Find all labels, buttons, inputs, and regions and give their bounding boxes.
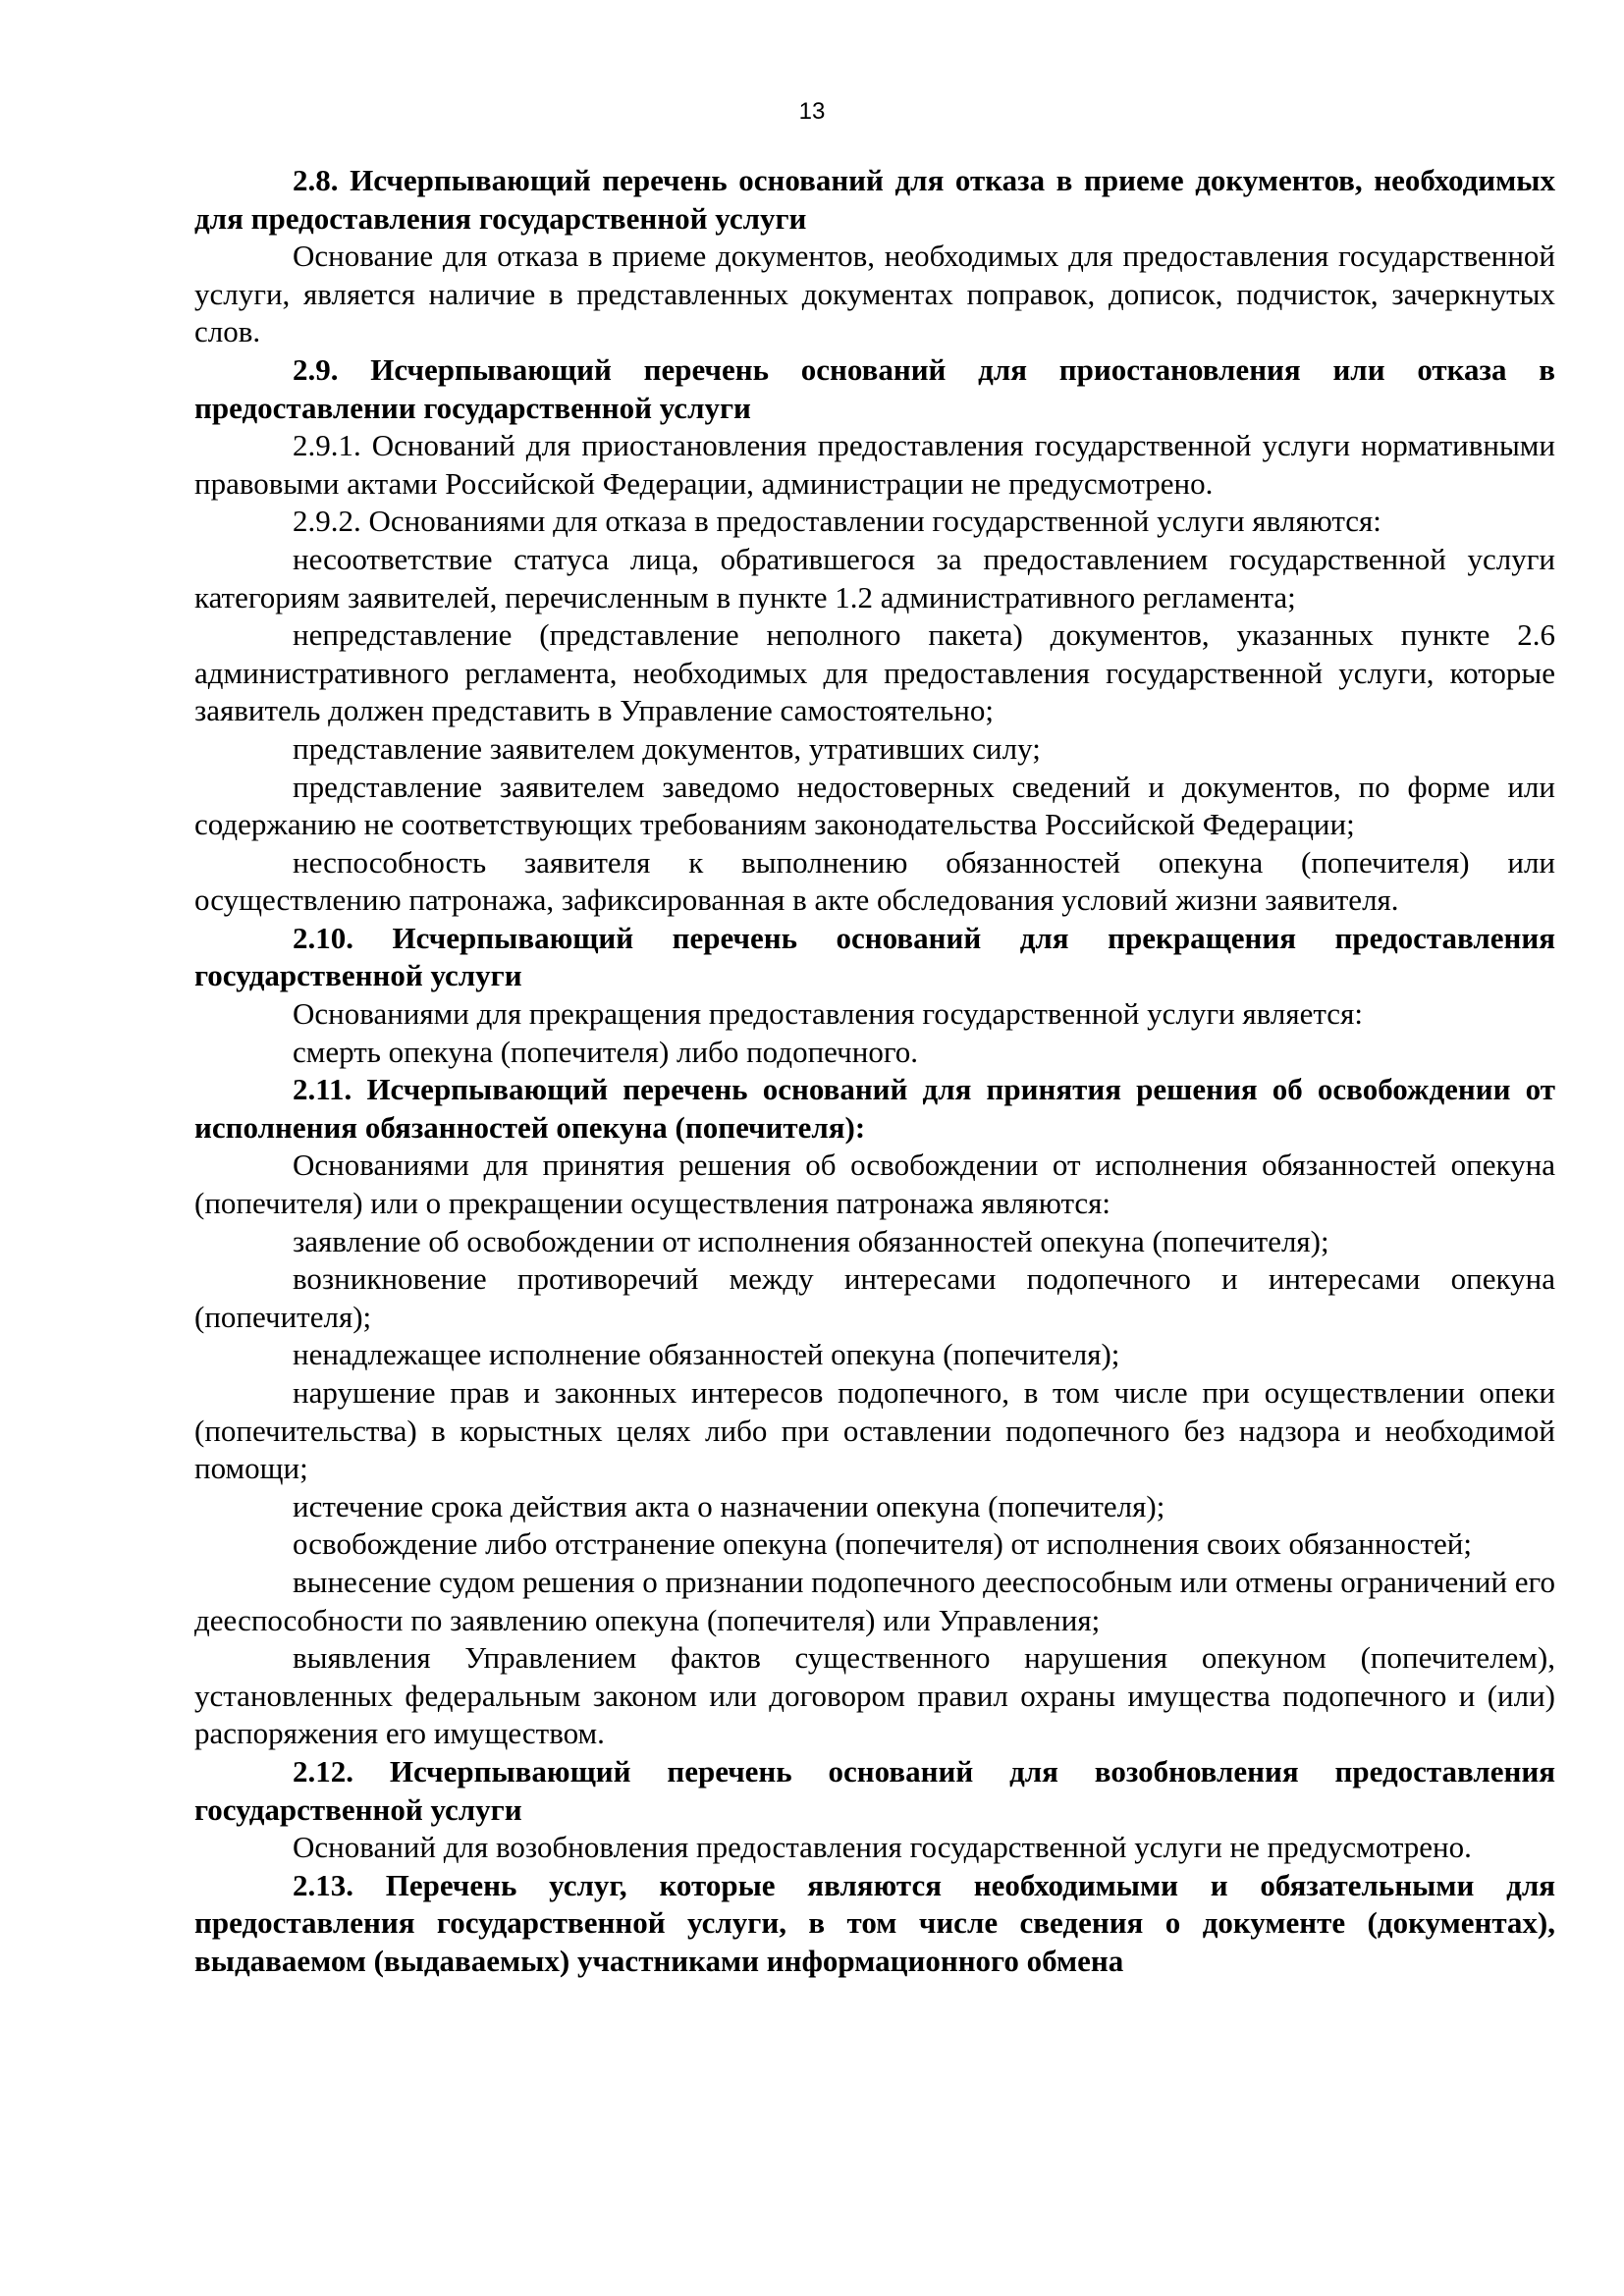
paragraph: Основаниями для прекращения предоставления государственной услуги является: [293, 996, 1363, 1032]
paragraph: представление заявителем документов, утративших силу; [293, 730, 1041, 766]
section-heading: 2.13. Перечень услуг, которые являются необходимыми и обязательными для предоставления государственной услуги, в том числе сведения о документе (документах), выдаваемом (выдаваемых) участниками информационного обмена [194, 1867, 1555, 1978]
paragraph: освобождение либо отстранение опекуна (попечителя) от исполнения своих обязанностей; [293, 1526, 1472, 1562]
page-number: 13 [798, 98, 826, 125]
paragraph: выявления Управлением фактов существенного нарушения опекуном (попечителем), установленных федеральным законом или договором правил охраны имущества подопечного и (или) распоряжения его имуществом. [194, 1640, 1555, 1751]
paragraph: возникновение противоречий между интересами подопечного и интересами опекуна (попечителя); [194, 1261, 1555, 1334]
paragraph: Основание для отказа в приеме документов, необходимых для предоставления государственной услуги, является наличие в представленных документах поправок, дописок, подчисток, зачеркнутых слов. [194, 239, 1555, 349]
paragraph: нарушение прав и законных интересов подопечного, в том числе при осуществлении опеки (попечительства) в корыстных целях либо при оставлении подопечного без надзора и необходимой помощи; [194, 1375, 1555, 1486]
section-heading: 2.11. Исчерпывающий перечень оснований для принятия решения об освобождении от исполнения обязанностей опекуна (попечителя): [194, 1072, 1555, 1145]
paragraph: истечение срока действия акта о назначении опекуна (попечителя); [293, 1488, 1165, 1523]
paragraph: 2.9.2. Основаниями для отказа в предоставлении государственной услуги являются: [293, 504, 1381, 539]
paragraph: 2.9.1. Оснований для приостановления предоставления государственной услуги нормативными правовыми актами Российской Федерации, администрации не предусмотрено. [194, 428, 1555, 501]
paragraph: смерть опекуна (попечителя) либо подопечного. [293, 1034, 919, 1069]
paragraph: Основаниями для принятия решения об освобождении от исполнения обязанностей опекуна (попечителя) или о прекращении осуществления патронажа являются: [194, 1148, 1555, 1221]
paragraph: представление заявителем заведомо недостоверных сведений и документов, по форме или содержанию не соответствующих требованиям законодательства Российской Федерации; [194, 769, 1555, 842]
paragraph: заявление об освобождении от исполнения обязанностей опекуна (попечителя); [293, 1223, 1329, 1258]
paragraph: несоответствие статуса лица, обратившегося за предоставлением государственной услуги категориям заявителей, перечисленным в пункте 1.2 административного регламента; [194, 541, 1555, 614]
section-heading: 2.9. Исчерпывающий перечень оснований для приостановления или отказа в предоставлении государственной услуги [194, 351, 1555, 425]
paragraph: Оснований для возобновления предоставления государственной услуги не предусмотрено. [293, 1830, 1472, 1865]
paragraph: вынесение судом решения о признании подопечного дееспособным или отмены ограничений его дееспособности по заявлению опекуна (попечителя) или Управления; [194, 1564, 1555, 1637]
paragraph: неспособность заявителя к выполнению обязанностей опекуна (попечителя) или осуществлению патронажа, зафиксированная в акте обследования условий жизни заявителя. [194, 844, 1555, 918]
section-heading: 2.12. Исчерпывающий перечень оснований для возобновления предоставления государственной услуги [194, 1753, 1555, 1827]
section-heading: 2.10. Исчерпывающий перечень оснований для прекращения предоставления государственной услуги [194, 920, 1555, 993]
section-heading: 2.8. Исчерпывающий перечень оснований для отказа в приеме документов, необходимых для предоставления государственной услуги [194, 163, 1555, 236]
paragraph: ненадлежащее исполнение обязанностей опекуна (попечителя); [293, 1337, 1120, 1372]
paragraph: непредставление (представление неполного пакета) документов, указанных пункте 2.6 административного регламента, необходимых для предоставления государственной услуги, которые заявитель должен представить в Управление самостоятельно; [194, 617, 1555, 728]
document-body [194, 162, 1555, 1981]
